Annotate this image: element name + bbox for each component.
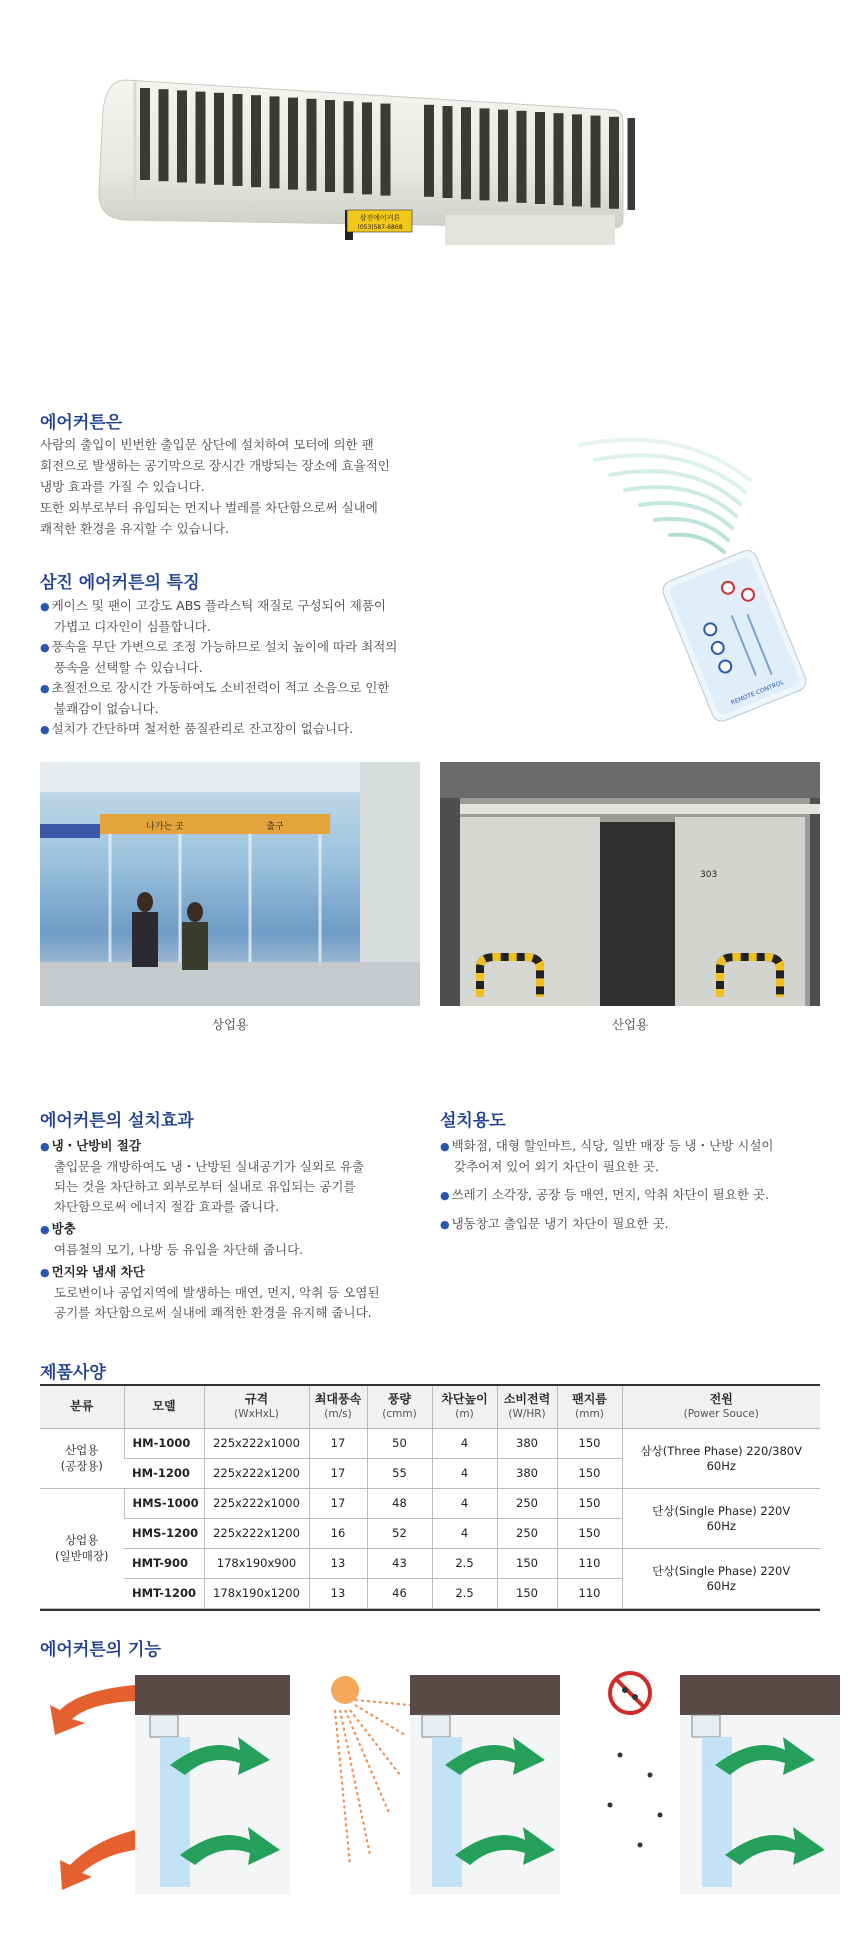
header-power-source: 전원 (Power Souce) [622,1386,820,1428]
power-cell: 380 [497,1458,557,1488]
header-category: 분류 [40,1386,124,1428]
grille-slat [362,102,372,194]
intro-line: 또한 외부로부터 유입되는 먼지나 벌레를 차단함으로써 실내에 [40,500,378,515]
use-item: ● 쓰레기 소각장, 공장 등 매연, 먼지, 악취 차단이 필요한 곳. [440,1187,769,1202]
model-cell: HMT-1200 [124,1578,204,1608]
grille-slat [498,110,508,202]
header-power-consumption: 소비전력 (W/HR) [497,1386,557,1428]
fan-cell: 110 [557,1578,622,1608]
grille-slat [517,111,527,203]
industrial-photo [440,762,820,1006]
fan-cell: 150 [557,1518,622,1548]
door-number: 303 [700,870,718,880]
volume-cell: 50 [367,1428,432,1458]
grille-slat [424,105,434,197]
model-cell: HMT-900 [124,1548,204,1578]
table-row [40,1488,820,1518]
effects-list [40,1136,440,1323]
feature-item: ● 케이스 및 팬이 고강도 ABS 플라스틱 재질로 구성되어 제품이 가볍고 디자인이 심플합니다. [40,598,386,634]
grille-slat [270,96,280,188]
specs-table-wrapper [40,1384,820,1611]
model-cell: HM-1200 [124,1458,204,1488]
features-heading: 삼진 에어커튼의 특징 [40,573,200,593]
air-curtain-product-image [95,70,635,260]
volume-cell: 46 [367,1578,432,1608]
specs-table [40,1386,820,1609]
power-cell: 150 [497,1548,557,1578]
grille-slat [461,107,471,199]
power-cell: 250 [497,1488,557,1518]
fan-cell: 110 [557,1548,622,1578]
height-cell: 4 [432,1428,497,1458]
remote-control-image [540,420,840,740]
grille-slat [443,106,453,198]
use-item: ● 냉동창고 출입문 냉기 차단이 필요한 곳. [440,1216,669,1231]
hero-label-name: 삼진에어커튼 [359,214,401,222]
intro-line: 회전으로 발생하는 공기막으로 장시간 개방되는 장소에 효율적인 [40,458,390,473]
fan-cell: 150 [557,1428,622,1458]
size-cell: 225x222x1200 [204,1518,309,1548]
functions-heading: 에어커튼의 기능 [40,1640,161,1660]
feature-item: ● 설치가 간단하며 철저한 품질관리로 잔고장이 없습니다. [40,721,354,736]
power-cell: 250 [497,1518,557,1548]
size-cell: 225x222x1200 [204,1458,309,1488]
fan-cell: 150 [557,1458,622,1488]
grille-slat [288,98,298,190]
grille-slat [177,90,187,182]
grille-slat [307,99,317,191]
power-source-cell: 단상(Single Phase) 220V 60Hz [622,1548,820,1608]
header-model: 모델 [124,1386,204,1428]
feature-item: ● 풍속을 무단 가변으로 조정 가능하므로 설치 높이에 따라 최적의 풍속을 선택할 수 있습니다. [40,639,398,675]
fan-cell: 150 [557,1488,622,1518]
size-cell: 178x190x900 [204,1548,309,1578]
grille-slat [140,88,150,180]
size-cell: 178x190x1200 [204,1578,309,1608]
category-cell: 상업용 (일반매장) [40,1488,124,1608]
grille-slat [535,112,545,204]
hero-label-phone: (053)587-6868 [357,224,403,231]
speed-cell: 17 [309,1428,367,1458]
intro-text [40,434,440,539]
height-cell: 2.5 [432,1578,497,1608]
uses-heading: 설치용도 [440,1111,506,1131]
header-block-height: 차단높이 (m) [432,1386,497,1428]
grille-slat [344,101,354,193]
volume-cell: 55 [367,1458,432,1488]
speed-cell: 13 [309,1578,367,1608]
volume-cell: 48 [367,1488,432,1518]
header-max-speed: 최대풍속 (m/s) [309,1386,367,1428]
grille-slat [381,104,391,196]
speed-cell: 16 [309,1518,367,1548]
power-cell: 150 [497,1578,557,1608]
category-cell: 산업용 (공장용) [40,1428,124,1488]
volume-cell: 43 [367,1548,432,1578]
header-size: 규격 (WxHxL) [204,1386,309,1428]
intro-line: 쾌적한 환경을 유지할 수 있습니다. [40,521,229,536]
remote-label: REMOTE CONTROL [729,678,786,707]
grille-slat [196,92,206,184]
grille-slat [572,114,582,206]
uses-list [440,1136,850,1235]
effects-heading: 에어커튼의 설치효과 [40,1111,194,1131]
grille-slat [159,89,169,181]
intro-line: 냉방 효과를 가질 수 있습니다. [40,479,205,494]
grille-slat [480,108,490,200]
speed-cell: 17 [309,1458,367,1488]
volume-cell: 52 [367,1518,432,1548]
effect-item: ● 먼지와 냄새 차단 도로변이나 공업지역에 발생하는 매연, 먼지, 악취 등 오염된 공기를 차단함으로써 실내에 쾌적한 환경을 유지해 줍니다. [40,1264,380,1320]
height-cell: 4 [432,1458,497,1488]
use-item: ● 백화점, 대형 할인마트, 식당, 일반 매장 등 냉・난방 시설이 갖추어져 있어 외기 차단이 필요한 곳. [440,1138,774,1174]
commercial-sign-exit: 나가는 곳 [146,822,184,832]
height-cell: 4 [432,1488,497,1518]
commercial-caption: 상업용 [211,1017,249,1032]
grille-slat [251,95,261,187]
grille-slat [628,118,636,210]
effect-item: ● 냉・난방비 절감 출입문을 개방하여도 냉・난방된 실내공기가 실외로 유출 되는 것을 차단하고 외부로부터 실내로 유입되는 공기를 차단함으로써 에너지 절감 효과를 줍니다. [40,1138,365,1214]
commercial-photo [40,762,420,1006]
power-cell: 380 [497,1428,557,1458]
function-dust-block-illustration [590,1665,840,1895]
power-source-cell: 삼상(Three Phase) 220/380V 60Hz [622,1428,820,1488]
grille-slat [233,94,243,186]
feature-item: ● 초절전으로 장시간 가동하여도 소비전력이 적고 소음으로 인한 불쾌감이 없습니다. [40,680,390,716]
grille-slat [325,100,335,192]
speed-cell: 13 [309,1548,367,1578]
grille-slat [591,116,601,208]
height-cell: 4 [432,1518,497,1548]
grille-slat [214,93,224,185]
features-list [40,596,460,740]
function-insulation-illustration [40,1665,290,1895]
speed-cell: 17 [309,1488,367,1518]
power-source-cell: 단상(Single Phase) 220V 60Hz [622,1488,820,1548]
table-row [40,1428,820,1458]
model-cell: HMS-1200 [124,1518,204,1548]
effect-item: ● 방충 여름철의 모기, 나방 등 유입을 차단해 줍니다. [40,1221,304,1257]
grille-slat [554,113,564,205]
height-cell: 2.5 [432,1548,497,1578]
header-air-volume: 풍량 (cmm) [367,1386,432,1428]
size-cell: 225x222x1000 [204,1488,309,1518]
grille-slat [609,117,619,209]
intro-heading: 에어커튼은 [40,413,123,433]
header-fan-diameter: 팬지름 (mm) [557,1386,622,1428]
specs-heading: 제품사양 [40,1363,106,1383]
intro-line: 사람의 출입이 빈번한 출입문 상단에 설치하여 모터에 의한 팬 [40,437,374,452]
industrial-caption: 산업용 [611,1017,649,1032]
size-cell: 225x222x1000 [204,1428,309,1458]
model-cell: HMS-1000 [124,1488,204,1518]
table-row [40,1548,820,1578]
model-cell: HM-1000 [124,1428,204,1458]
function-insect-block-illustration [310,1665,560,1895]
commercial-sign-outlet: 출구 [266,822,284,832]
